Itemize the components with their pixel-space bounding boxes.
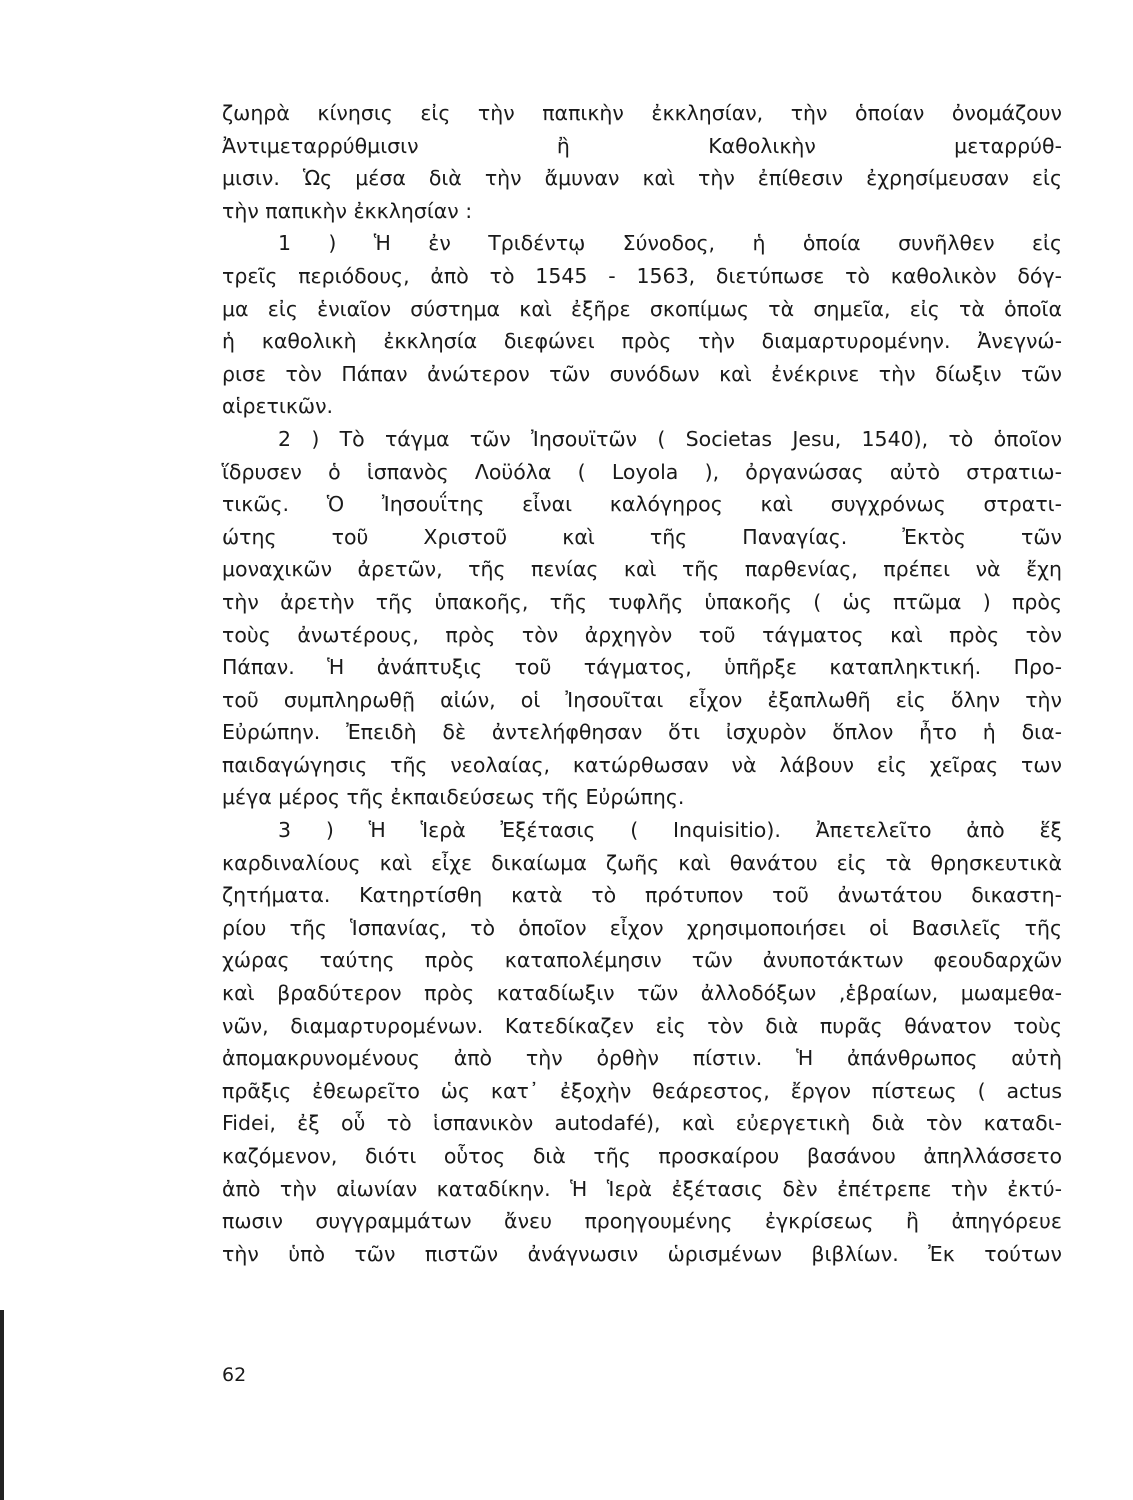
page-number: 62 (222, 1364, 247, 1386)
text-line: Fidei, ἐξ οὗ τὸ ἱσπανικὸν autodafé), καὶ εὐεργετικὴ διὰ τὸν καταδι- (222, 1111, 1062, 1136)
text-line: ρισε τὸν Πάπαν ἀνώτερον τῶν συνόδων καὶ ἐνέκρινε τὴν δίωξιν τῶν (222, 361, 1062, 386)
text-line: μα εἰς ἑνιαῖον σύστημα καὶ ἐξῆρε σκοπίμως τὰ σημεῖα, εἰς τὰ ὁποῖα (222, 296, 1062, 321)
text-line: Ἀντιμεταρρύθμισιν ἢ Καθολικὴν μεταρρύθ- (222, 133, 1062, 158)
text-line: ώτης τοῦ Χριστοῦ καὶ τῆς Παναγίας. Ἐκτὸς τῶν (222, 524, 1062, 549)
text-line: ἀπὸ τὴν αἰωνίαν καταδίκην. Ἡ Ἱερὰ ἐξέτασις δὲν ἐπέτρεπε τὴν ἐκτύ- (222, 1176, 1062, 1201)
text-line: πρᾶξις ἐθεωρεῖτο ὡς κατ᾽ ἐξοχὴν θεάρεστος, ἔργον πίστεως ( actus (222, 1078, 1062, 1103)
text-line: χώρας ταύτης πρὸς καταπολέμησιν τῶν ἀνυποτάκτων φεουδαρχῶν (222, 948, 1062, 973)
scan-edge-shadow (0, 1310, 4, 1500)
text-line: παιδαγώγησις τῆς νεολαίας, κατώρθωσαν νὰ λάβουν εἰς χεῖρας των (222, 752, 1062, 777)
text-line: καρδιναλίους καὶ εἶχε δικαίωμα ζωῆς καὶ θανάτου εἰς τὰ θρησκευτικὰ (222, 850, 1062, 875)
text-line: ἡ καθολικὴ ἐκκλησία διεφώνει πρὸς τὴν διαμαρτυρομένην. Ἀνεγνώ- (222, 329, 1062, 354)
text-line: 1 ) Ἡ ἐν Τριδέντῳ Σύνοδος, ἡ ὁποία συνῆλθεν εἰς (278, 231, 1062, 256)
text-line: ἀπομακρυνομένους ἀπὸ τὴν ὀρθὴν πίστιν. Ἡ ἀπάνθρωπος αὐτὴ (222, 1046, 1062, 1071)
text-line: ζητήματα. Κατηρτίσθη κατὰ τὸ πρότυπον τοῦ ἀνωτάτου δικαστη- (222, 883, 1062, 908)
text-line: τοὺς ἀνωτέρους, πρὸς τὸν ἀρχηγὸν τοῦ τάγματος καὶ πρὸς τὸν (222, 622, 1062, 647)
text-line: Πάπαν. Ἡ ἀνάπτυξις τοῦ τάγματος, ὑπῆρξε καταπληκτική. Προ- (222, 655, 1062, 680)
body-text (222, 97, 1062, 1270)
text-line: νῶν, διαμαρτυρομένων. Κατεδίκαζεν εἰς τὸν διὰ πυρᾶς θάνατον τοὺς (222, 1013, 1062, 1038)
text-line: 2 ) Τὸ τάγμα τῶν Ἰησουϊτῶν ( Societas Jesu, 1540), τὸ ὁποῖον (278, 426, 1062, 451)
text-line: τρεῖς περιόδους, ἀπὸ τὸ 1545 - 1563, διετύπωσε τὸ καθολικὸν δόγ- (222, 263, 1062, 288)
text-line: Εὐρώπην. Ἐπειδὴ δὲ ἀντελήφθησαν ὅτι ἰσχυρὸν ὅπλον ἦτο ἡ δια- (222, 720, 1062, 745)
text-line: καὶ βραδύτερον πρὸς καταδίωξιν τῶν ἀλλοδόξων ,ἑβραίων, μωαμεθα- (222, 981, 1062, 1006)
text-line: τικῶς. Ὁ Ἰησουΐτης εἶναι καλόγηρος καὶ συγχρόνως στρατι- (222, 492, 1062, 517)
text-line: μοναχικῶν ἀρετῶν, τῆς πενίας καὶ τῆς παρθενίας, πρέπει νὰ ἔχη (222, 557, 1062, 582)
text-line: 3 ) Ἡ Ἱερὰ Ἐξέτασις ( Inquisitio). Ἀπετελεῖτο ἀπὸ ἕξ (278, 818, 1062, 843)
text-line: ζωηρὰ κίνησις εἰς τὴν παπικὴν ἐκκλησίαν, τὴν ὁποίαν ὀνομάζουν (222, 101, 1062, 125)
text-line: τὴν παπικὴν ἐκκλησίαν : (222, 198, 473, 223)
text-line: μισιν. Ὡς μέσα διὰ τὴν ἄμυναν καὶ τὴν ἐπίθεσιν ἐχρησίμευσαν εἰς (222, 166, 1062, 191)
text-line: ἵδρυσεν ὁ ἱσπανὸς Λοϋόλα ( Loyola ), ὀργανώσας αὐτὸ στρατιω- (222, 459, 1062, 484)
text-line: τὴν ἀρετὴν τῆς ὑπακοῆς, τῆς τυφλῆς ὑπακοῆς ( ὡς πτῶμα ) πρὸς (222, 589, 1062, 614)
text-line: τοῦ συμπληρωθῇ αἰών, οἱ Ἰησουῖται εἶχον ἐξαπλωθῆ εἰς ὅλην τὴν (222, 687, 1062, 712)
text-line: αἱρετικῶν. (222, 394, 334, 419)
text-line: μέγα μέρος τῆς ἐκπαιδεύσεως τῆς Εὐρώπης. (222, 785, 685, 810)
text-line: καζόμενον, διότι οὗτος διὰ τῆς προσκαίρου βασάνου ἀπηλλάσσετο (222, 1144, 1062, 1168)
text-line: τὴν ὑπὸ τῶν πιστῶν ἀνάγνωσιν ὡρισμένων βιβλίων. Ἐκ τούτων (222, 1241, 1062, 1266)
text-line: ρίου τῆς Ἱσπανίας, τὸ ὁποῖον εἶχον χρησιμοποιήσει οἱ Βασιλεῖς τῆς (222, 915, 1062, 940)
text-line: πωσιν συγγραμμάτων ἄνευ προηγουμένης ἐγκρίσεως ἢ ἀπηγόρευε (222, 1209, 1062, 1234)
